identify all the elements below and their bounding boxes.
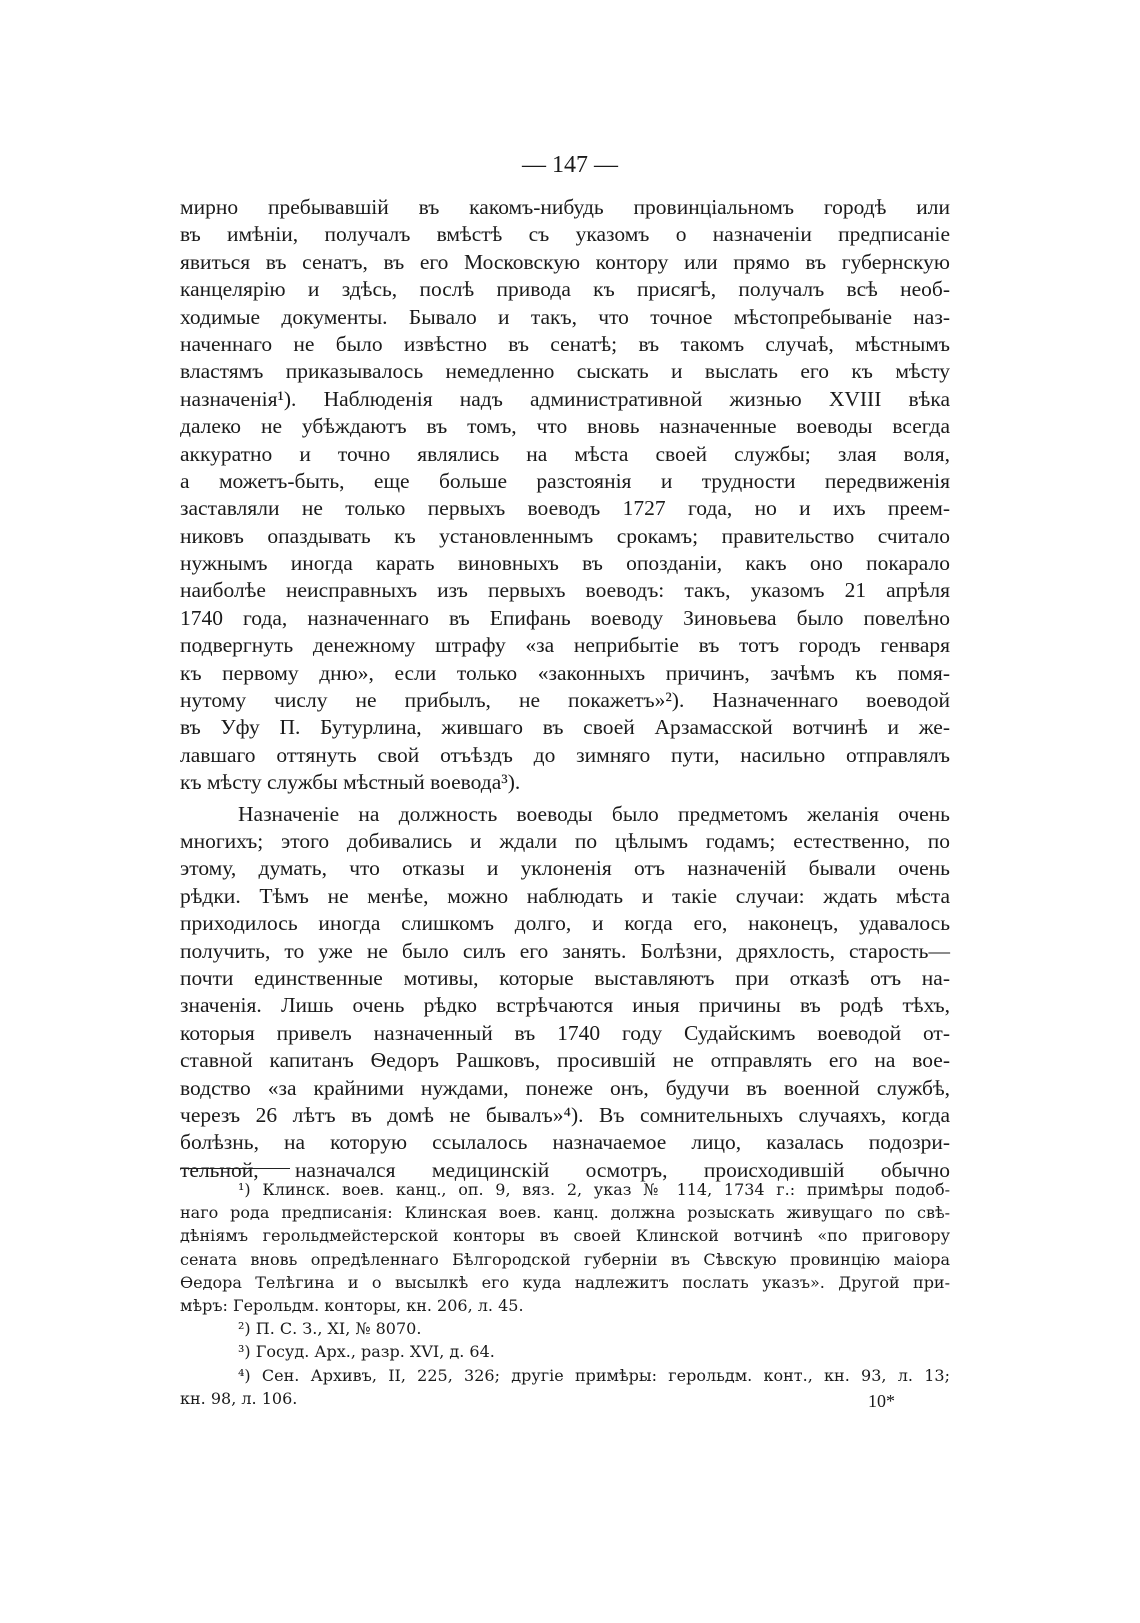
text-line: значенія. Лишь очень рѣдко встрѣчаются иныя причины въ родѣ тѣхъ, <box>180 993 950 1018</box>
text-line: лавшаго оттянуть свой отъѣздъ до зимняго пути, насильно отправлялъ <box>180 742 950 767</box>
text-line: болѣзнь, на которую ссылалось назначаемое лицо, казалась подозри- <box>180 1130 950 1155</box>
footnote-line: мѣръ: Герольдм. конторы, кн. 206, л. 45. <box>180 1295 524 1315</box>
footnote-line: дѣніямъ герольдмейстерской конторы въ своей Клинской вотчинѣ «по приговору <box>180 1226 950 1246</box>
page-number: — 147 — <box>522 152 618 178</box>
text-line: этому, думать, что отказы и уклоненія отъ назначеній бывали очень <box>180 856 950 881</box>
footnote-rule <box>180 1168 290 1169</box>
text-line: Назначеніе на должность воеводы было предметомъ желанія очень <box>238 801 950 826</box>
text-line: наченнаго не было извѣстно въ сенатѣ; въ такомъ случаѣ, мѣстнымъ <box>180 331 950 356</box>
text-line: явиться въ сенатъ, въ его Московскую контору или прямо въ губернскую <box>180 249 950 274</box>
footnote-line: наго рода предписанія: Клинская воев. канц. должна розыскать живущаго по свѣ- <box>180 1203 950 1223</box>
text-line: аккуратно и точно являлись на мѣста своей службы; злая воля, <box>180 441 950 466</box>
text-line: нужнымъ иногда карать виновныхъ въ опозданіи, какъ оно покарало <box>180 551 950 576</box>
text-line: въ Уфу П. Бутурлина, жившаго въ своей Арзамасской вотчинѣ и же- <box>180 715 950 740</box>
footnote-line: сената вновь опредѣленнаго Бѣлгородской губерніи въ Сѣвскую провинцію маіора <box>180 1249 950 1269</box>
text-line: водство «за крайними нуждами, понеже онъ, будучи въ военной службѣ, <box>180 1075 950 1100</box>
body-text <box>180 194 950 1184</box>
text-line: далеко не убѣждаютъ въ томъ, что вновь назначенные воеводы всегда <box>180 414 950 439</box>
text-line: мирно пребывавшій въ какомъ-нибудь провинціальномъ городѣ или <box>180 195 950 219</box>
footnote-line: ³) Госуд. Арх., разр. XVI, д. 64. <box>238 1342 495 1362</box>
text-line: которыя привелъ назначенный въ 1740 году Судайскимъ воеводой от- <box>180 1020 950 1045</box>
text-line: никовъ опаздывать къ установленнымъ срокамъ; правительство считало <box>180 523 950 548</box>
text-line: наиболѣе неисправныхъ изъ первыхъ воеводъ: такъ, указомъ 21 апрѣля <box>180 578 950 603</box>
text-line: въ имѣніи, получалъ вмѣстѣ съ указомъ о назначеніи предписаніе <box>180 222 950 247</box>
text-line: заставляли не только первыхъ воеводъ 1727 года, но и ихъ преем- <box>180 496 950 521</box>
text-line: почти единственные мотивы, которые выставляютъ при отказѣ отъ на- <box>180 965 950 990</box>
text-line: властямъ приказывалось немедленно сыскать и выслать его къ мѣсту <box>180 359 950 384</box>
text-line: получить, то уже не было силъ его занять. Болѣзни, дряхлость, старость— <box>180 938 950 963</box>
text-line: черезъ 26 лѣтъ въ домѣ не бывалъ»⁴). Въ сомнительныхъ случаяхъ, когда <box>180 1102 950 1127</box>
signature-mark: 10* <box>868 1391 895 1411</box>
footnote-line: ¹) Клинск. воев. канц., оп. 9, вяз. 2, указ № 114, 1734 г.: примѣры подоб- <box>238 1180 950 1199</box>
text-line: подвергнуть денежному штрафу «за неприбытіе въ тотъ городъ генваря <box>180 633 950 658</box>
text-line: канцелярію и здѣсь, послѣ привода къ присягѣ, получалъ всѣ необ- <box>180 277 950 302</box>
text-line: тельной, назначался медицинскій осмотръ, происходившій обычно <box>180 1157 950 1182</box>
footnote-line: кн. 98, л. 106. <box>180 1388 298 1408</box>
text-line: къ первому дню», если только «законныхъ причинъ, зачѣмъ къ помя- <box>180 660 950 685</box>
text-line: назначенія¹). Наблюденія надъ административной жизнью XVIII вѣка <box>180 386 950 411</box>
footnote-line: ²) П. С. З., XI, № 8070. <box>238 1319 422 1339</box>
text-line: приходилось иногда слишкомъ долго, и когда его, наконецъ, удавалось <box>180 911 950 936</box>
text-line: ходимые документы. Бывало и такъ, что точное мѣстопребываніе наз- <box>180 304 950 329</box>
text-line: 1740 года, назначеннаго въ Епифань воеводу Зиновьева было повелѣно <box>180 605 950 630</box>
text-line: ставной капитанъ Ѳедоръ Рашковъ, просившій не отправлять его на вое- <box>180 1048 950 1073</box>
text-line: а можетъ-быть, еще больше разстоянія и трудности передвиженія <box>180 468 950 493</box>
footnotes <box>180 1178 950 1410</box>
text-line: нутому числу не прибылъ, не покажетъ»²). Назначеннаго воеводой <box>180 688 950 713</box>
text-line: къ мѣсту службы мѣстный воевода³). <box>180 770 521 795</box>
footnote-line: Ѳедора Телѣгина и о высылкѣ его куда надлежитъ послать указъ». Другой при- <box>180 1272 950 1292</box>
text-line: рѣдки. Тѣмъ не менѣе, можно наблюдать и такіе случаи: ждать мѣста <box>180 883 950 908</box>
text-line: многихъ; этого добивались и ждали по цѣлымъ годамъ; естественно, по <box>180 828 950 853</box>
footnote-line: ⁴) Сен. Архивъ, II, 225, 326; другіе примѣры: герольдм. конт., кн. 93, л. 13; <box>238 1365 950 1385</box>
